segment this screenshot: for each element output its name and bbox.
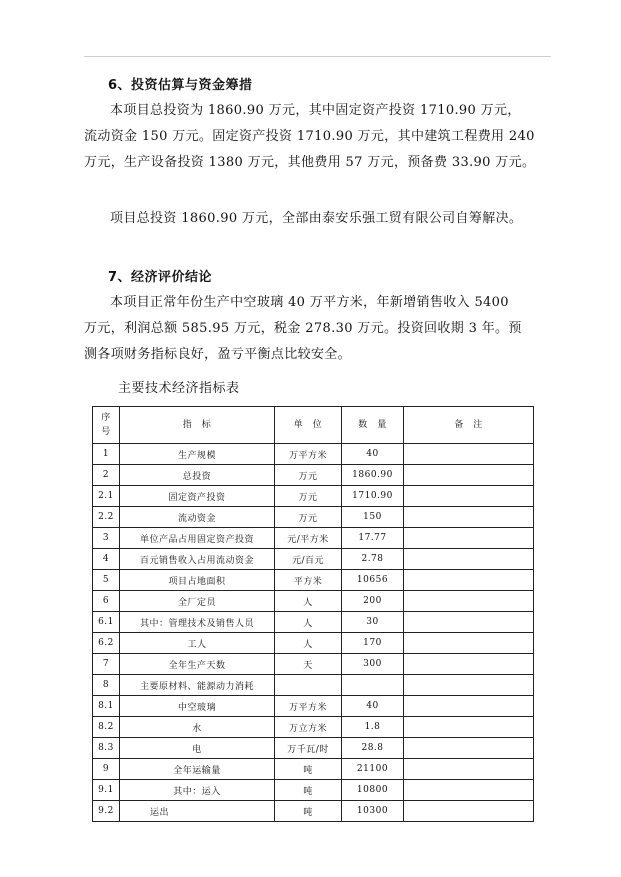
cell-name: 百元销售收入占用流动资金	[120, 549, 275, 570]
table-row	[93, 507, 534, 528]
header-no: 序号	[93, 407, 120, 444]
cell-unit: 平方米	[275, 570, 342, 591]
table-row	[93, 591, 534, 612]
cell-qty: 1710.90	[342, 486, 404, 507]
cell-qty	[342, 675, 404, 696]
cell-qty: 28.8	[342, 738, 404, 759]
cell-remark	[404, 486, 534, 507]
cell-remark	[404, 738, 534, 759]
cell-unit: 万立方米	[275, 717, 342, 738]
cell-name: 固定资产投资	[120, 486, 275, 507]
cell-unit: 万元	[275, 486, 342, 507]
cell-name: 工人	[120, 633, 275, 654]
cell-qty: 10656	[342, 570, 404, 591]
cell-unit: 吨	[275, 759, 342, 780]
text-line: 项目总投资 1860.90 万元，全部由泰安乐强工贸有限公司自筹解决。	[110, 211, 523, 226]
cell-no: 8.2	[93, 717, 120, 738]
cell-remark	[404, 780, 534, 801]
cell-name: 总投资	[120, 465, 275, 486]
cell-name: 全年生产天数	[120, 654, 275, 675]
cell-name: 电	[120, 738, 275, 759]
cell-unit: 人	[275, 633, 342, 654]
cell-unit	[275, 675, 342, 696]
section-7-paragraph	[84, 290, 554, 368]
cell-qty: 200	[342, 591, 404, 612]
indicators-table	[92, 406, 534, 822]
page-header-rule	[84, 56, 551, 57]
cell-qty: 17.77	[342, 528, 404, 549]
cell-qty: 1860.90	[342, 465, 404, 486]
table-row	[93, 780, 534, 801]
cell-qty: 21100	[342, 759, 404, 780]
cell-no: 4	[93, 549, 120, 570]
cell-name: 全年运输量	[120, 759, 275, 780]
table-row	[93, 717, 534, 738]
cell-unit: 元/百元	[275, 549, 342, 570]
cell-no: 2	[93, 465, 120, 486]
table-row	[93, 633, 534, 654]
header-name: 指 标	[120, 407, 275, 444]
cell-qty: 10800	[342, 780, 404, 801]
cell-qty: 40	[342, 696, 404, 717]
cell-qty: 10300	[342, 801, 404, 822]
cell-unit: 吨	[275, 780, 342, 801]
cell-name: 其中：管理技术及销售人员	[120, 612, 275, 633]
cell-qty: 170	[342, 633, 404, 654]
cell-qty: 150	[342, 507, 404, 528]
cell-no: 9	[93, 759, 120, 780]
cell-no: 8.1	[93, 696, 120, 717]
header-qty: 数 量	[342, 407, 404, 444]
cell-no: 3	[93, 528, 120, 549]
table-row	[93, 738, 534, 759]
table-row	[93, 654, 534, 675]
cell-name: 运出	[120, 801, 275, 822]
cell-remark	[404, 444, 534, 465]
text-line: 流动资金 150 万元。固定资产投资 1710.90 万元，其中建筑工程费用 240	[84, 129, 535, 144]
cell-name: 项目占地面积	[120, 570, 275, 591]
cell-remark	[404, 591, 534, 612]
cell-qty: 30	[342, 612, 404, 633]
header-unit: 单 位	[275, 407, 342, 444]
table-row	[93, 465, 534, 486]
cell-unit: 万平方米	[275, 696, 342, 717]
table-row	[93, 528, 534, 549]
cell-name: 全厂定员	[120, 591, 275, 612]
cell-unit: 万元	[275, 507, 342, 528]
text-line: 测各项财务指标良好，盈亏平衡点比较安全。	[84, 347, 352, 362]
cell-no: 9.2	[93, 801, 120, 822]
cell-name: 单位产品占用固定资产投资	[120, 528, 275, 549]
cell-no: 6.2	[93, 633, 120, 654]
cell-qty: 2.78	[342, 549, 404, 570]
cell-no: 8	[93, 675, 120, 696]
table-row	[93, 801, 534, 822]
cell-unit: 万平方米	[275, 444, 342, 465]
cell-no: 2.2	[93, 507, 120, 528]
cell-remark	[404, 570, 534, 591]
cell-remark	[404, 675, 534, 696]
cell-no: 2.1	[93, 486, 120, 507]
cell-remark	[404, 801, 534, 822]
cell-unit: 万千瓦/时	[275, 738, 342, 759]
cell-name: 流动资金	[120, 507, 275, 528]
section-7-heading: 7、经济评价结论	[108, 270, 213, 285]
cell-no: 9.1	[93, 780, 120, 801]
section-6-paragraph-2	[84, 206, 554, 232]
header-remark: 备 注	[404, 407, 534, 444]
table-row	[93, 612, 534, 633]
cell-qty: 1.8	[342, 717, 404, 738]
cell-unit: 万元	[275, 465, 342, 486]
cell-name: 水	[120, 717, 275, 738]
section-6-heading: 6、投资估算与资金筹措	[108, 78, 253, 93]
cell-no: 6.1	[93, 612, 120, 633]
cell-remark	[404, 633, 534, 654]
cell-no: 8.3	[93, 738, 120, 759]
cell-no: 1	[93, 444, 120, 465]
table-header-row	[93, 407, 534, 444]
table-row	[93, 675, 534, 696]
cell-remark	[404, 528, 534, 549]
cell-remark	[404, 696, 534, 717]
cell-name: 其中：运入	[120, 780, 275, 801]
table-row	[93, 486, 534, 507]
cell-qty: 300	[342, 654, 404, 675]
table-row	[93, 444, 534, 465]
cell-remark	[404, 654, 534, 675]
cell-remark	[404, 717, 534, 738]
text-line: 万元，生产设备投资 1380 万元，其他费用 57 万元，预备费 33.90 万元。	[84, 155, 536, 170]
cell-name: 生产规模	[120, 444, 275, 465]
cell-unit: 天	[275, 654, 342, 675]
cell-no: 5	[93, 570, 120, 591]
cell-qty: 40	[342, 444, 404, 465]
cell-remark	[404, 612, 534, 633]
cell-unit: 元/平方米	[275, 528, 342, 549]
section-6-paragraph-1	[84, 98, 554, 176]
cell-remark	[404, 759, 534, 780]
cell-name: 中空玻璃	[120, 696, 275, 717]
cell-no: 6	[93, 591, 120, 612]
cell-remark	[404, 549, 534, 570]
text-line: 本项目正常年份生产中空玻璃 40 万平方米，年新增销售收入 5400	[110, 295, 509, 310]
table-row	[93, 696, 534, 717]
cell-name: 主要原材料、能源动力消耗	[120, 675, 275, 696]
cell-remark	[404, 507, 534, 528]
text-line: 本项目总投资为 1860.90 万元，其中固定资产投资 1710.90 万元，	[110, 103, 521, 118]
cell-no: 7	[93, 654, 120, 675]
cell-unit: 人	[275, 591, 342, 612]
table-row	[93, 759, 534, 780]
cell-unit: 人	[275, 612, 342, 633]
table-row	[93, 549, 534, 570]
table-caption: 主要技术经济指标表	[118, 381, 240, 396]
table-row	[93, 570, 534, 591]
cell-remark	[404, 465, 534, 486]
text-line: 万元，利润总额 585.95 万元，税金 278.30 万元。投资回收期 3 年。预	[84, 321, 522, 336]
cell-unit: 吨	[275, 801, 342, 822]
